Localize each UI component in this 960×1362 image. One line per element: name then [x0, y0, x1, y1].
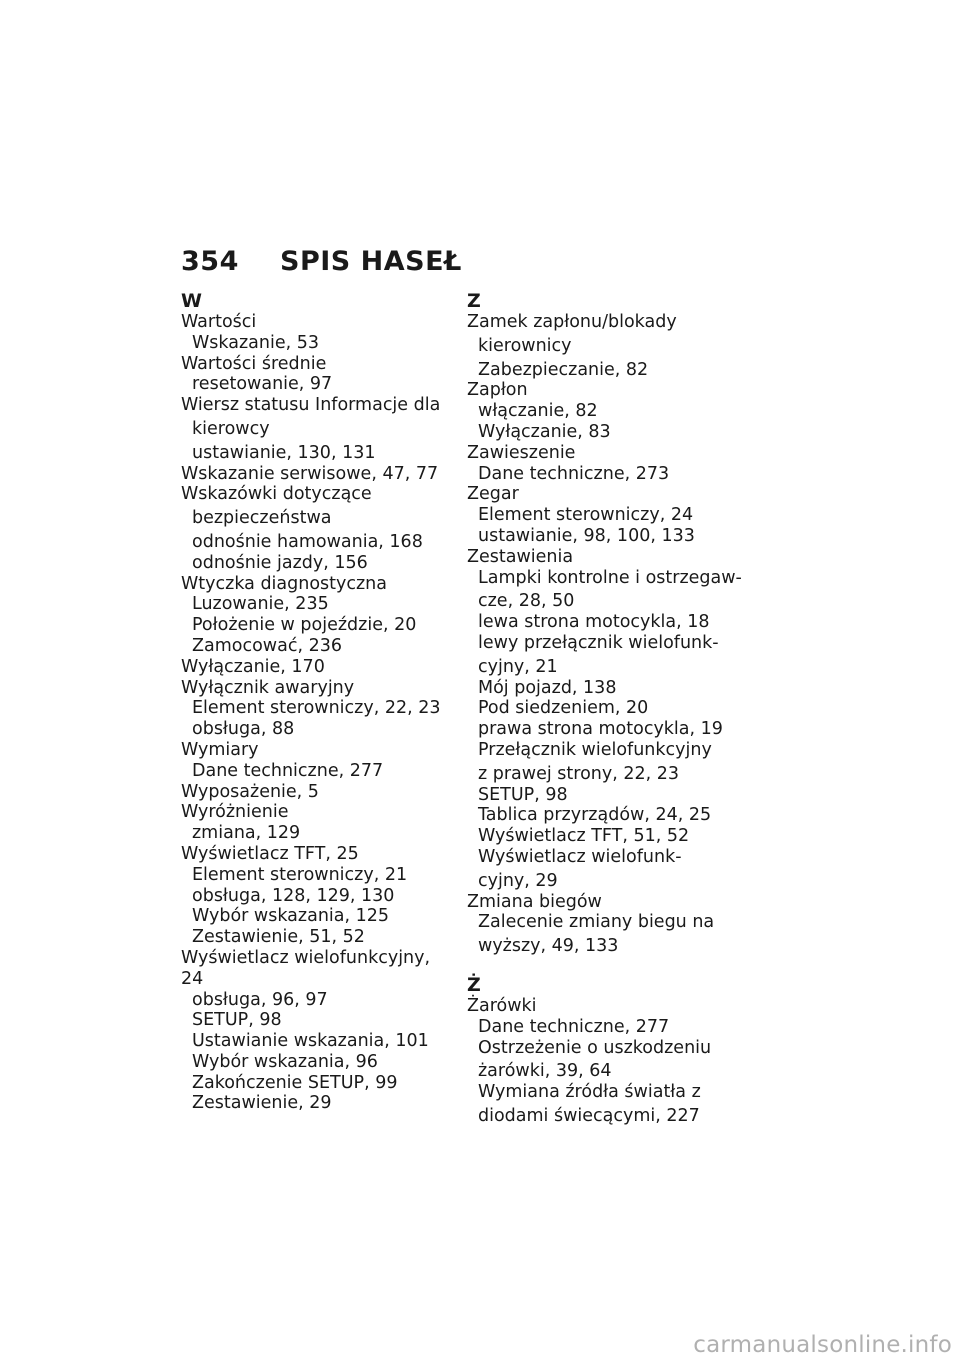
index-subentry: Dane techniczne, 277 — [478, 1016, 670, 1037]
index-subentry: wyższy, 49, 133 — [478, 936, 619, 957]
index-subentry: diodami świecącymi, 227 — [478, 1105, 700, 1126]
letter-heading: W — [181, 290, 202, 312]
index-subentry: Wyłączanie, 83 — [478, 421, 611, 442]
index-entry: Wyłącznik awaryjny — [181, 677, 355, 698]
index-subentry: prawa strona motocykla, 19 — [478, 719, 723, 740]
index-subentry: Wymiana źródła światła z — [478, 1082, 701, 1103]
index-subentry: lewy przełącznik wielofunk- — [478, 632, 719, 653]
index-subentry: Dane techniczne, 277 — [192, 760, 384, 781]
index-subentry: Element sterowniczy, 22, 23 — [192, 698, 441, 719]
index-subentry: odnośnie jazdy, 156 — [192, 552, 368, 573]
index-subentry: Położenie w pojeździe, 20 — [192, 615, 417, 636]
letter-heading: Ż — [467, 973, 481, 996]
index-subentry: Zamocować, 236 — [192, 635, 342, 656]
index-entry: Zestawienia — [467, 546, 574, 567]
page-number: 354 — [181, 246, 239, 277]
index-subentry: resetowanie, 97 — [192, 374, 333, 395]
index-subentry: Dane techniczne, 273 — [478, 463, 670, 484]
index-subentry: SETUP, 98 — [192, 1010, 282, 1031]
index-subentry: Ustawianie wskazania, 101 — [192, 1031, 429, 1052]
index-entry: Zegar — [467, 484, 519, 505]
index-entry: Wskazówki dotyczące — [181, 484, 372, 505]
index-subentry: Przełącznik wielofunkcyjny — [478, 739, 712, 760]
index-subentry: żarówki, 39, 64 — [478, 1061, 612, 1082]
index-entry: Zamek zapłonu/blokady — [467, 312, 677, 332]
index-subentry: włączanie, 82 — [478, 401, 598, 422]
index-subentry: obsługa, 88 — [192, 719, 295, 740]
index-subentry: Lampki kontrolne i ostrzegaw- — [478, 567, 742, 588]
index-entry: Zawieszenie — [467, 442, 576, 463]
index-subentry: odnośnie hamowania, 168 — [192, 531, 423, 552]
index-subentry: Zestawienie, 51, 52 — [192, 927, 365, 948]
index-subentry: Ostrzeżenie o uszkodzeniu — [478, 1037, 712, 1058]
index-subentry: Mój pojazd, 138 — [478, 677, 617, 698]
index-entry: Wartości średnie — [181, 353, 327, 374]
page-title: SPIS HASEŁ — [280, 246, 462, 277]
index-entry: Wyłączanie, 170 — [181, 656, 325, 677]
index-subentry: cze, 28, 50 — [478, 591, 575, 612]
index-entry: Wyświetlacz wielofunkcyjny, 24 — [181, 947, 431, 989]
letter-heading: Z — [467, 290, 481, 312]
index-subentry: Zakończenie SETUP, 99 — [192, 1072, 398, 1093]
index-subentry: lewa strona motocykla, 18 — [478, 612, 710, 633]
index-subentry: Tablica przyrządów, 24, 25 — [478, 805, 712, 826]
index-entry: Wyposażenie, 5 — [181, 781, 319, 802]
page-header — [181, 246, 462, 277]
index-subentry: cyjny, 21 — [478, 656, 558, 677]
index-subentry: Wybór wskazania, 125 — [192, 906, 390, 927]
index-entry: Zapłon — [467, 380, 528, 401]
index-subentry: obsługa, 128, 129, 130 — [192, 885, 395, 906]
index-subentry: Element sterowniczy, 21 — [192, 864, 408, 885]
index-entry-continuation: kierowcy — [192, 418, 270, 439]
index-entry-continuation: kierownicy — [478, 335, 572, 356]
index-subentry: Pod siedzeniem, 20 — [478, 698, 649, 719]
index-entry: Wymiary — [181, 739, 259, 760]
index-column-left — [181, 290, 456, 1114]
index-column-right — [467, 290, 742, 1127]
index-entry: Wyświetlacz TFT, 25 — [181, 843, 359, 864]
index-entry: Wiersz statusu Informacje dla — [181, 395, 441, 416]
index-entry: Żarówki — [467, 995, 537, 1016]
index-subentry: ustawianie, 98, 100, 133 — [478, 525, 695, 546]
index-entry: Zmiana biegów — [467, 891, 602, 912]
index-subentry: Wyświetlacz TFT, 51, 52 — [478, 826, 690, 847]
watermark: carmanualsonline.info — [693, 1332, 952, 1358]
index-subentry: Wskazanie, 53 — [192, 332, 319, 353]
index-entry-continuation: bezpieczeństwa — [192, 508, 332, 529]
index-subentry: Wybór wskazania, 96 — [192, 1051, 378, 1072]
index-subentry: Element sterowniczy, 24 — [478, 505, 694, 526]
index-subentry: Luzowanie, 235 — [192, 594, 329, 615]
index-entry: Wartości — [181, 312, 257, 332]
index-subentry: Zabezpieczanie, 82 — [478, 359, 649, 380]
index-entry: Wskazanie serwisowe, 47, 77 — [181, 463, 439, 484]
index-subentry: SETUP, 98 — [478, 784, 568, 805]
index-subentry: Zestawienie, 29 — [192, 1093, 332, 1114]
index-entry: Wtyczka diagnostyczna — [181, 573, 388, 594]
index-entry: Wyróżnienie — [181, 802, 289, 823]
index-subentry: zmiana, 129 — [192, 823, 301, 844]
index-subentry: ustawianie, 130, 131 — [192, 442, 376, 463]
index-subentry: Zalecenie zmiany biegu na — [478, 912, 715, 933]
index-subentry: z prawej strony, 22, 23 — [478, 763, 680, 784]
index-subentry: cyjny, 29 — [478, 870, 558, 891]
index-subentry: Wyświetlacz wielofunk- — [478, 846, 682, 867]
index-subentry: obsługa, 96, 97 — [192, 989, 328, 1010]
